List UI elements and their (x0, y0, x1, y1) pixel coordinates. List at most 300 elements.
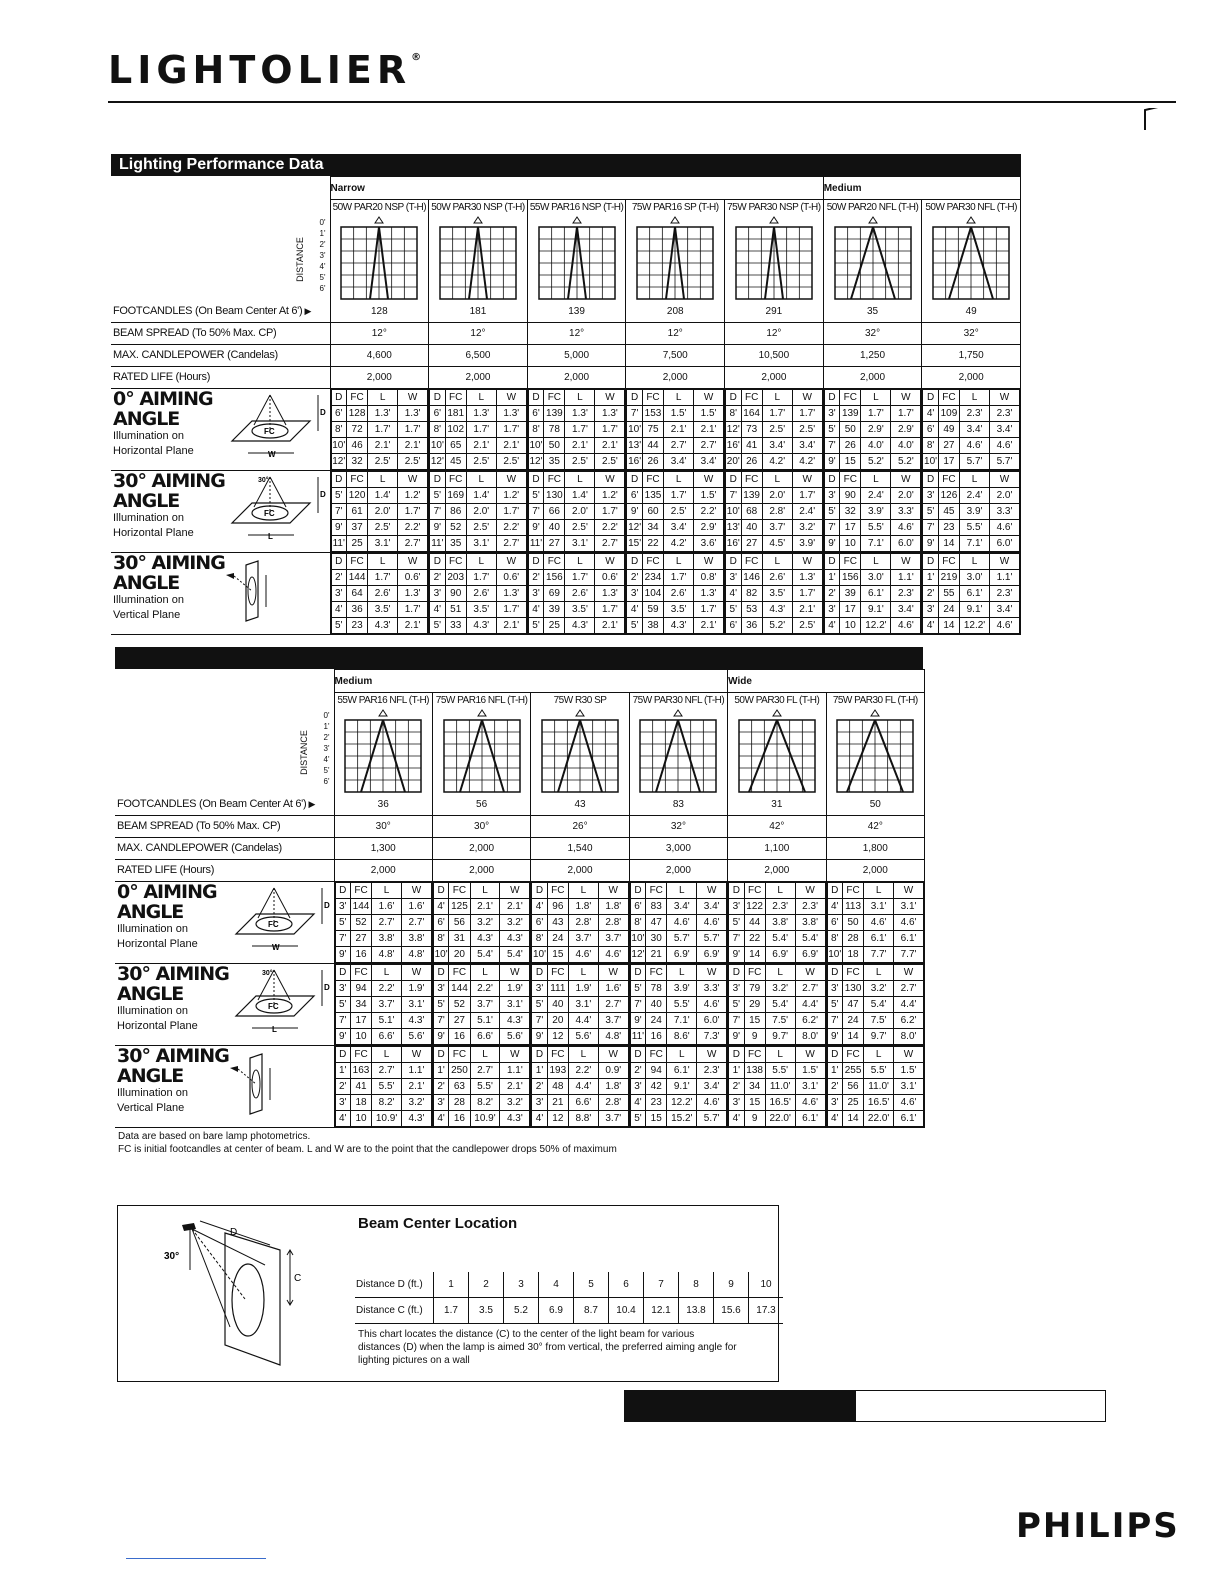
aiming-subtable (528, 471, 626, 552)
footcandle-value: 139 (840, 406, 861, 422)
aiming-data-row (335, 931, 431, 947)
aiming-data-row (630, 1013, 726, 1029)
column-header-w: W (795, 1047, 825, 1063)
aiming-data-row (433, 947, 529, 963)
width-value: 4.4' (795, 997, 825, 1013)
column-header-fc: FC (646, 883, 667, 899)
distance-value: 3' (729, 981, 744, 997)
footcandle-value: 12 (547, 1029, 568, 1045)
length-value: 1.3' (466, 406, 496, 422)
aiming-data-cell (823, 471, 922, 553)
length-value: 6.9' (765, 947, 795, 963)
footcandle-value: 83 (646, 899, 667, 915)
distance-value: 12' (528, 454, 543, 470)
width-value: 3.3' (891, 504, 921, 520)
column-header-l: L (368, 390, 398, 406)
aiming-data-row (630, 981, 726, 997)
width-value: 2.9' (891, 422, 921, 438)
length-value: 16.5' (864, 1095, 894, 1111)
length-value: 1.5' (664, 406, 694, 422)
width-value: 5.4' (500, 947, 530, 963)
length-value: 2.8' (762, 504, 792, 520)
distance-c-value: 5.2 (504, 1298, 539, 1324)
distance-value: 3' (627, 586, 642, 602)
column-header-fc: FC (938, 472, 959, 488)
length-value: 4.2' (762, 454, 792, 470)
width-value: 1.1' (402, 1063, 432, 1079)
beam-pattern-diagram (340, 215, 418, 301)
footcandle-value: 35 (544, 454, 565, 470)
distance-value: 5' (627, 618, 642, 634)
distance-value: 10' (923, 454, 938, 470)
aiming-subtable (827, 964, 924, 1045)
svg-text:W: W (271, 943, 280, 952)
length-value: 4.3' (470, 931, 500, 947)
column-header-fc: FC (547, 883, 568, 899)
footcandle-value: 33 (445, 618, 466, 634)
width-value: 2.3' (697, 1063, 727, 1079)
distance-value: 8' (433, 931, 448, 947)
column-header-w: W (500, 1047, 530, 1063)
footcandle-value: 164 (741, 406, 762, 422)
distance-value: 12' (430, 454, 445, 470)
length-value: 12.2' (861, 618, 891, 634)
aiming-data-row (726, 504, 823, 520)
aiming-data-row (827, 1095, 923, 1111)
column-header-d: D (824, 554, 839, 570)
length-value: 5.4' (765, 997, 795, 1013)
aiming-data-row (923, 406, 1020, 422)
svg-text:D: D (319, 408, 326, 417)
footcandles-row-label: FOOTCANDLES (On Beam Center At 6') ▶ (111, 301, 330, 323)
distance-value: 3' (729, 899, 744, 915)
distance-axis (115, 693, 334, 795)
length-value: 2.0' (762, 488, 792, 504)
length-value: 1.7' (565, 570, 595, 586)
length-value: 3.5' (565, 602, 595, 618)
width-value: 1.7' (398, 504, 428, 520)
aiming-header-row (726, 554, 823, 570)
aiming-data-cell (527, 553, 626, 635)
distance-c-value: 15.6 (714, 1298, 749, 1324)
column-header-fc: FC (346, 472, 367, 488)
aiming-data-cell (334, 964, 432, 1046)
aiming-header-row (430, 472, 527, 488)
aiming-data-row (335, 1063, 431, 1079)
aiming-header-row (923, 390, 1020, 406)
length-value: 5.1' (372, 1013, 402, 1029)
width-value: 2.5' (496, 454, 526, 470)
aiming-data-row (532, 1111, 628, 1127)
column-header-fc: FC (744, 883, 765, 899)
width-value: 2.7' (496, 536, 526, 552)
svg-text:30°: 30° (257, 477, 269, 484)
column-header-d: D (923, 390, 938, 406)
aiming-data-row (729, 899, 825, 915)
distance-value: 12' (630, 947, 645, 963)
width-value: 1.7' (792, 406, 822, 422)
aiming-subtable (728, 1046, 825, 1127)
aiming-data-row (430, 422, 527, 438)
distance-tick: 3' (319, 250, 326, 260)
length-value: 2.6' (664, 586, 694, 602)
width-value: 2.3' (990, 406, 1020, 422)
footcandle-value: 24 (547, 931, 568, 947)
column-header-d: D (532, 965, 547, 981)
rated-life-value: 2,000 (527, 367, 626, 389)
column-header-fc: FC (350, 965, 371, 981)
footcandle-value: 27 (544, 536, 565, 552)
length-value: 6.6' (568, 1095, 598, 1111)
column-header-d: D (729, 965, 744, 981)
aiming-data-row (532, 1079, 628, 1095)
width-value: 1.7' (694, 602, 724, 618)
aiming-data-row (532, 1029, 628, 1045)
width-value: 3.4' (697, 1079, 727, 1095)
aiming-data-row (335, 1079, 431, 1095)
footcandle-value: 30 (646, 931, 667, 947)
column-header-fc: FC (840, 390, 861, 406)
distance-value: 7' (528, 504, 543, 520)
length-value: 1.7' (368, 570, 398, 586)
column-header-w: W (990, 472, 1020, 488)
aiming-data-cell (826, 964, 924, 1046)
column-header-d: D (433, 965, 448, 981)
column-header-fc: FC (445, 390, 466, 406)
column-header-d: D (433, 883, 448, 899)
distance-value: 16' (726, 536, 741, 552)
width-value: 4.6' (990, 438, 1020, 454)
distance-value: 6' (528, 406, 543, 422)
beam-diagram-cell (728, 708, 826, 794)
distance-value: 5' (430, 618, 445, 634)
width-value: 7.7' (894, 947, 924, 963)
width-value: 4.6' (795, 1095, 825, 1111)
length-value: 1.7' (565, 422, 595, 438)
footcandle-value: 26 (840, 438, 861, 454)
rated-life-value: 2,000 (531, 860, 629, 882)
beam-center-table (355, 1272, 783, 1324)
distance-value: 9' (430, 520, 445, 536)
aiming-header-row (627, 472, 724, 488)
width-value: 1.7' (398, 422, 428, 438)
width-value: 1.7' (891, 406, 921, 422)
length-value: 11.0' (765, 1079, 795, 1095)
column-header-d: D (532, 1047, 547, 1063)
column-header-l: L (762, 554, 792, 570)
distance-value: 16' (726, 438, 741, 454)
aiming-data-row (528, 602, 625, 618)
footcandle-value: 79 (744, 981, 765, 997)
lightolier-logo: LIGHTOLIER® (108, 48, 422, 92)
footcandle-value: 26 (642, 454, 663, 470)
distance-value: 9' (923, 536, 938, 552)
aiming-header-row (729, 883, 825, 899)
aiming-header-row (430, 554, 527, 570)
distance-value: 3' (433, 1095, 448, 1111)
width-value: 3.2' (500, 1095, 530, 1111)
aiming-data-row (824, 422, 921, 438)
beam-spread-value: 12° (725, 323, 824, 345)
column-header-fc: FC (840, 554, 861, 570)
aiming-data-row (331, 488, 428, 504)
footnote-2: FC is initial footcandles at center of beam. L and W are to the point that the candlepower drops 50% of maximum (118, 1144, 617, 1155)
aiming-header-row (726, 472, 823, 488)
length-value: 1.7' (466, 570, 496, 586)
width-value: 2.2' (496, 520, 526, 536)
aiming-subtable (531, 1046, 628, 1127)
column-header-w: W (894, 883, 924, 899)
aiming-subtable (725, 553, 823, 634)
footcandle-value: 75 (642, 422, 663, 438)
distance-value: 4' (729, 1111, 744, 1127)
length-value: 5.1' (470, 1013, 500, 1029)
max-candlepower-value: 1,750 (922, 345, 1021, 367)
footcandle-value: 181 (445, 406, 466, 422)
footcandle-value: 21 (547, 1095, 568, 1111)
column-header-l: L (667, 1047, 697, 1063)
distance-tick: 6' (319, 283, 326, 293)
distance-value: 2' (532, 1079, 547, 1095)
footcandle-value: 35 (445, 536, 466, 552)
column-header-l: L (368, 554, 398, 570)
length-value: 4.3' (466, 618, 496, 634)
aiming-data-row (532, 1013, 628, 1029)
beam-pattern-diagram (932, 215, 1010, 301)
column-header-w: W (402, 883, 432, 899)
beam-spread-row-label: BEAM SPREAD (To 50% Max. CP) (115, 816, 334, 838)
distance-value: 4' (335, 1111, 350, 1127)
aiming-data-row (726, 454, 823, 470)
footcandle-value: 68 (741, 504, 762, 520)
svg-text:L: L (267, 532, 273, 541)
column-header-l: L (470, 965, 500, 981)
distance-value: 9' (824, 536, 839, 552)
footcandle-value: 72 (346, 422, 367, 438)
footcandle-value: 42 (646, 1079, 667, 1095)
aiming-data-row (335, 1013, 431, 1029)
length-value: 2.1' (565, 438, 595, 454)
footcandle-value: 128 (346, 406, 367, 422)
distance-d-value: 1 (434, 1272, 469, 1298)
distance-d-row-label: Distance D (ft.) (355, 1272, 434, 1298)
aiming-data-row (430, 406, 527, 422)
aiming-data-row (627, 586, 724, 602)
footcandle-value: 59 (642, 602, 663, 618)
length-value: 5.4' (470, 947, 500, 963)
aiming-data-row (729, 1013, 825, 1029)
aiming-heading: 30° AIMING (117, 1045, 229, 1067)
footcandle-value: 120 (346, 488, 367, 504)
aiming-header-row (532, 883, 628, 899)
footcandles-value: 50 (826, 794, 924, 816)
beam-diagram-cell (826, 708, 924, 794)
distance-c-row-label: Distance C (ft.) (355, 1298, 434, 1324)
width-value: 0.6' (595, 570, 625, 586)
beam-spread-value: 12° (527, 323, 626, 345)
footcandle-value: 144 (346, 570, 367, 586)
footcandle-value: 139 (544, 406, 565, 422)
aiming-subtable (429, 553, 527, 634)
length-value: 3.7' (762, 520, 792, 536)
length-value: 4.6' (568, 947, 598, 963)
footcandle-value: 34 (744, 1079, 765, 1095)
aiming-data-row (729, 1029, 825, 1045)
length-value: 2.6' (466, 586, 496, 602)
column-header-w: W (398, 390, 428, 406)
column-header-fc: FC (741, 390, 762, 406)
column-header-d: D (630, 1047, 645, 1063)
distance-value: 8' (331, 422, 346, 438)
column-header-w: W (595, 390, 625, 406)
footcandle-value: 234 (642, 570, 663, 586)
width-value: 3.9' (792, 536, 822, 552)
aiming-data-row (726, 570, 823, 586)
aiming-data-row (726, 520, 823, 536)
length-value: 22.0' (765, 1111, 795, 1127)
aiming-data-cell (531, 964, 629, 1046)
aiming-data-row (923, 618, 1020, 634)
width-value: 2.7' (402, 915, 432, 931)
aiming-header-row (528, 390, 625, 406)
length-value: 5.7' (960, 454, 990, 470)
column-header-d: D (335, 883, 350, 899)
distance-value: 7' (430, 504, 445, 520)
footcandle-value: 14 (744, 947, 765, 963)
max-candlepower-value: 7,500 (626, 345, 725, 367)
distance-value: 6' (430, 406, 445, 422)
rated-life-value: 2,000 (330, 367, 429, 389)
distance-value: 3' (433, 981, 448, 997)
footcandle-value: 60 (642, 504, 663, 520)
distance-value: 9' (630, 1013, 645, 1029)
svg-text:FC: FC (263, 427, 275, 436)
horizontal-plane-diagram (218, 391, 328, 463)
distance-value: 3' (335, 899, 350, 915)
aiming-data-row (528, 618, 625, 634)
distance-value: 1' (923, 570, 938, 586)
length-value: 3.4' (667, 899, 697, 915)
width-value: 3.1' (402, 997, 432, 1013)
length-value: 10.9' (372, 1111, 402, 1127)
group-header-medium: Medium (334, 670, 728, 693)
aiming-data-row (627, 618, 724, 634)
length-value: 9.1' (960, 602, 990, 618)
length-value: 1.7' (664, 488, 694, 504)
column-header-d: D (923, 472, 938, 488)
length-value: 6.1' (861, 586, 891, 602)
footcandle-value: 40 (547, 997, 568, 1013)
aiming-subtable (335, 1046, 432, 1127)
length-value: 3.9' (667, 981, 697, 997)
length-value: 5.5' (960, 520, 990, 536)
distance-d-value: 6 (609, 1272, 644, 1298)
group-row (111, 177, 1021, 200)
distance-tick: 6' (323, 776, 330, 786)
distance-value: 4' (827, 1111, 842, 1127)
length-value: 11.0' (864, 1079, 894, 1095)
width-value: 3.4' (792, 438, 822, 454)
distance-value: 8' (430, 422, 445, 438)
aiming-data-row (827, 947, 923, 963)
aiming-header-row (824, 554, 921, 570)
aiming-data-row (430, 520, 527, 536)
distance-value: 10' (430, 438, 445, 454)
length-value: 7.5' (864, 1013, 894, 1029)
aiming-data-cell (725, 389, 824, 471)
column-header-l: L (664, 554, 694, 570)
footcandle-value: 36 (346, 602, 367, 618)
footcandle-value: 65 (445, 438, 466, 454)
distance-value: 1' (335, 1063, 350, 1079)
length-value: 2.5' (368, 454, 398, 470)
aiming-heading-angle: ANGLE (117, 1065, 184, 1087)
length-value: 2.2' (568, 1063, 598, 1079)
distance-value: 3' (528, 586, 543, 602)
width-value: 2.3' (990, 586, 1020, 602)
length-value: 3.8' (765, 915, 795, 931)
width-value: 5.2' (891, 454, 921, 470)
width-value: 6.0' (990, 536, 1020, 552)
footcandle-value: 18 (842, 947, 863, 963)
column-header-l: L (667, 883, 697, 899)
column-header-d: D (528, 554, 543, 570)
distance-value: 7' (433, 1013, 448, 1029)
width-value: 1.5' (795, 1063, 825, 1079)
width-value: 5.4' (795, 931, 825, 947)
length-value: 1.7' (466, 422, 496, 438)
aiming-data-row (923, 520, 1020, 536)
width-value: 0.9' (598, 1063, 628, 1079)
column-header-w: W (402, 965, 432, 981)
aiming-data-row (627, 406, 724, 422)
beam-pattern-diagram (834, 215, 912, 301)
width-value: 2.1' (694, 422, 724, 438)
distance-value: 2' (335, 1079, 350, 1095)
footcandle-value: 14 (842, 1111, 863, 1127)
beam-diagram-cell (626, 215, 725, 301)
footcandle-value: 82 (741, 586, 762, 602)
distance-label: DISTANCE (298, 729, 309, 775)
aiming-header-row (627, 554, 724, 570)
footcandle-value: 46 (346, 438, 367, 454)
length-value: 2.5' (368, 520, 398, 536)
distance-tick: 1' (319, 228, 326, 238)
footcandle-value: 27 (741, 536, 762, 552)
footcandle-value: 47 (646, 915, 667, 931)
aiming-data-row (824, 570, 921, 586)
aiming-data-row (627, 438, 724, 454)
aiming-header-row (433, 965, 529, 981)
column-header-fc: FC (741, 472, 762, 488)
aiming-data-row (824, 586, 921, 602)
aiming-data-row (824, 504, 921, 520)
aiming-data-row (335, 915, 431, 931)
aiming-subtable (626, 553, 724, 634)
footcandles-value: 35 (823, 301, 922, 323)
length-value: 3.5' (368, 602, 398, 618)
footcandle-value: 55 (938, 586, 959, 602)
rated-life-value: 2,000 (823, 367, 922, 389)
aiming-data-cell (527, 471, 626, 553)
distance-value: 4' (528, 602, 543, 618)
width-value: 5.6' (402, 1029, 432, 1045)
footcandle-value: 104 (642, 586, 663, 602)
column-header-d: D (824, 390, 839, 406)
distance-value: 5' (430, 488, 445, 504)
aiming-data-row (433, 1095, 529, 1111)
philips-logo: PHILIPS (1016, 1506, 1180, 1546)
